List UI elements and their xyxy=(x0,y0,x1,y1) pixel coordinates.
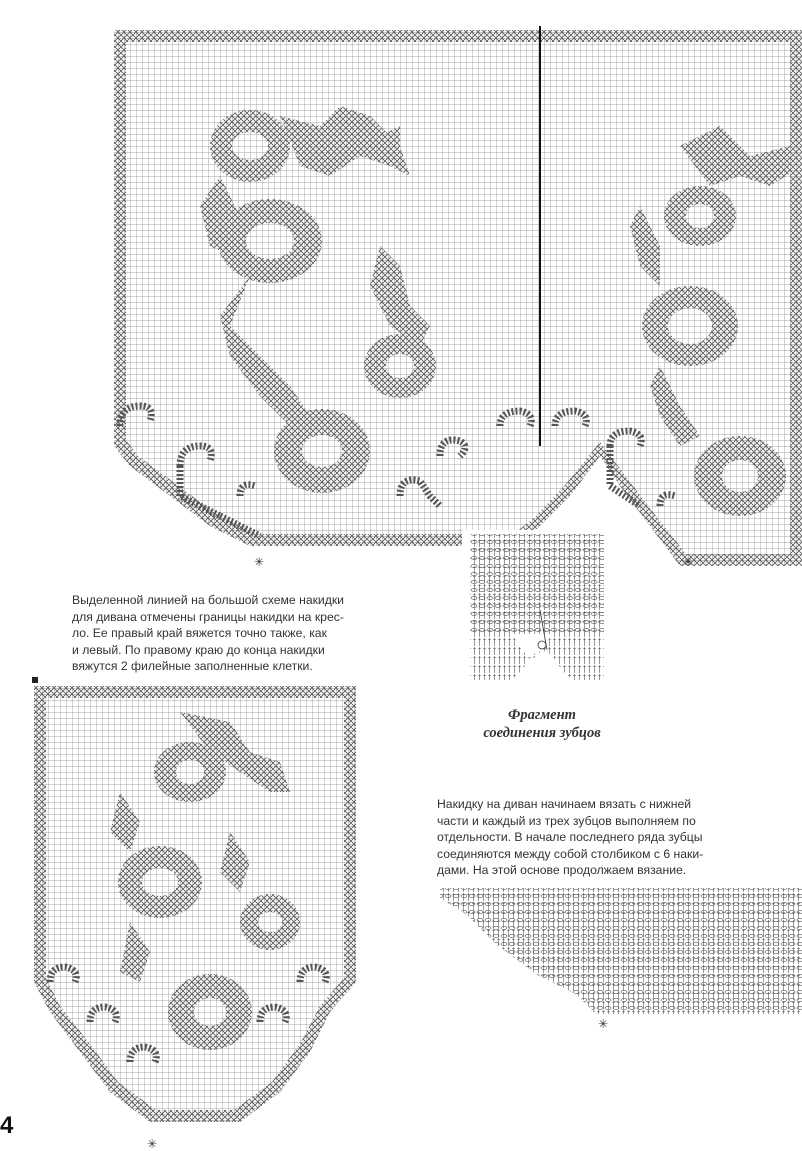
armchair-note xyxy=(72,592,372,675)
sofa-note-line-3: отдельности. В начале последнего ряда зубцы xyxy=(437,830,703,845)
armchair-cover-chart-svg xyxy=(30,682,360,1144)
armchair-note-line-3: ло. Ее правый край вяжется точно также, как xyxy=(72,626,327,641)
armchair-note-line-2: для дивана отмечены границы накидки на крес- xyxy=(72,609,344,624)
armchair-note-line-1: Выделенной линией на большой схеме накидки xyxy=(72,593,344,607)
tooth-edge-diagram-svg xyxy=(436,884,802,1016)
sofa-cover-chart xyxy=(100,26,802,569)
teeth-joining-diagram-svg xyxy=(462,530,612,700)
start-marker: ✳ xyxy=(598,1017,609,1031)
page-number: 4 xyxy=(0,1112,14,1139)
start-marker: ✳ xyxy=(254,555,265,569)
armchair-cover-chart xyxy=(30,682,360,1144)
sofa-cover-chart-svg xyxy=(100,26,802,569)
start-marker: ✳ xyxy=(147,1137,158,1151)
armchair-note-line-4: и левый. По правому краю до конца накидки xyxy=(72,642,325,657)
tooth-edge-diagram xyxy=(436,884,802,1016)
sofa-note-line-4: соединяются между собой столбиком с 6 наки- xyxy=(437,846,704,861)
fragment-caption-line-2: соединения зубцов xyxy=(483,725,601,741)
armchair-note-line-5: вяжутся 2 филейные заполненные клетки. xyxy=(72,659,313,674)
fragment-caption xyxy=(462,706,622,742)
sofa-note-line-1: Накидку на диван начинаем вязать с нижней xyxy=(437,797,692,811)
sofa-note xyxy=(437,796,717,879)
teeth-joining-diagram xyxy=(462,530,612,700)
start-marker: ✳ xyxy=(683,555,694,569)
sofa-note-line-2: части и каждый из трех зубцов выполняем по xyxy=(437,813,696,828)
fragment-caption-line-1: Фрагмент xyxy=(508,707,576,723)
sofa-note-line-5: дами. На этой основе продолжаем вязание. xyxy=(437,863,687,878)
square-bullet-icon xyxy=(32,677,38,683)
